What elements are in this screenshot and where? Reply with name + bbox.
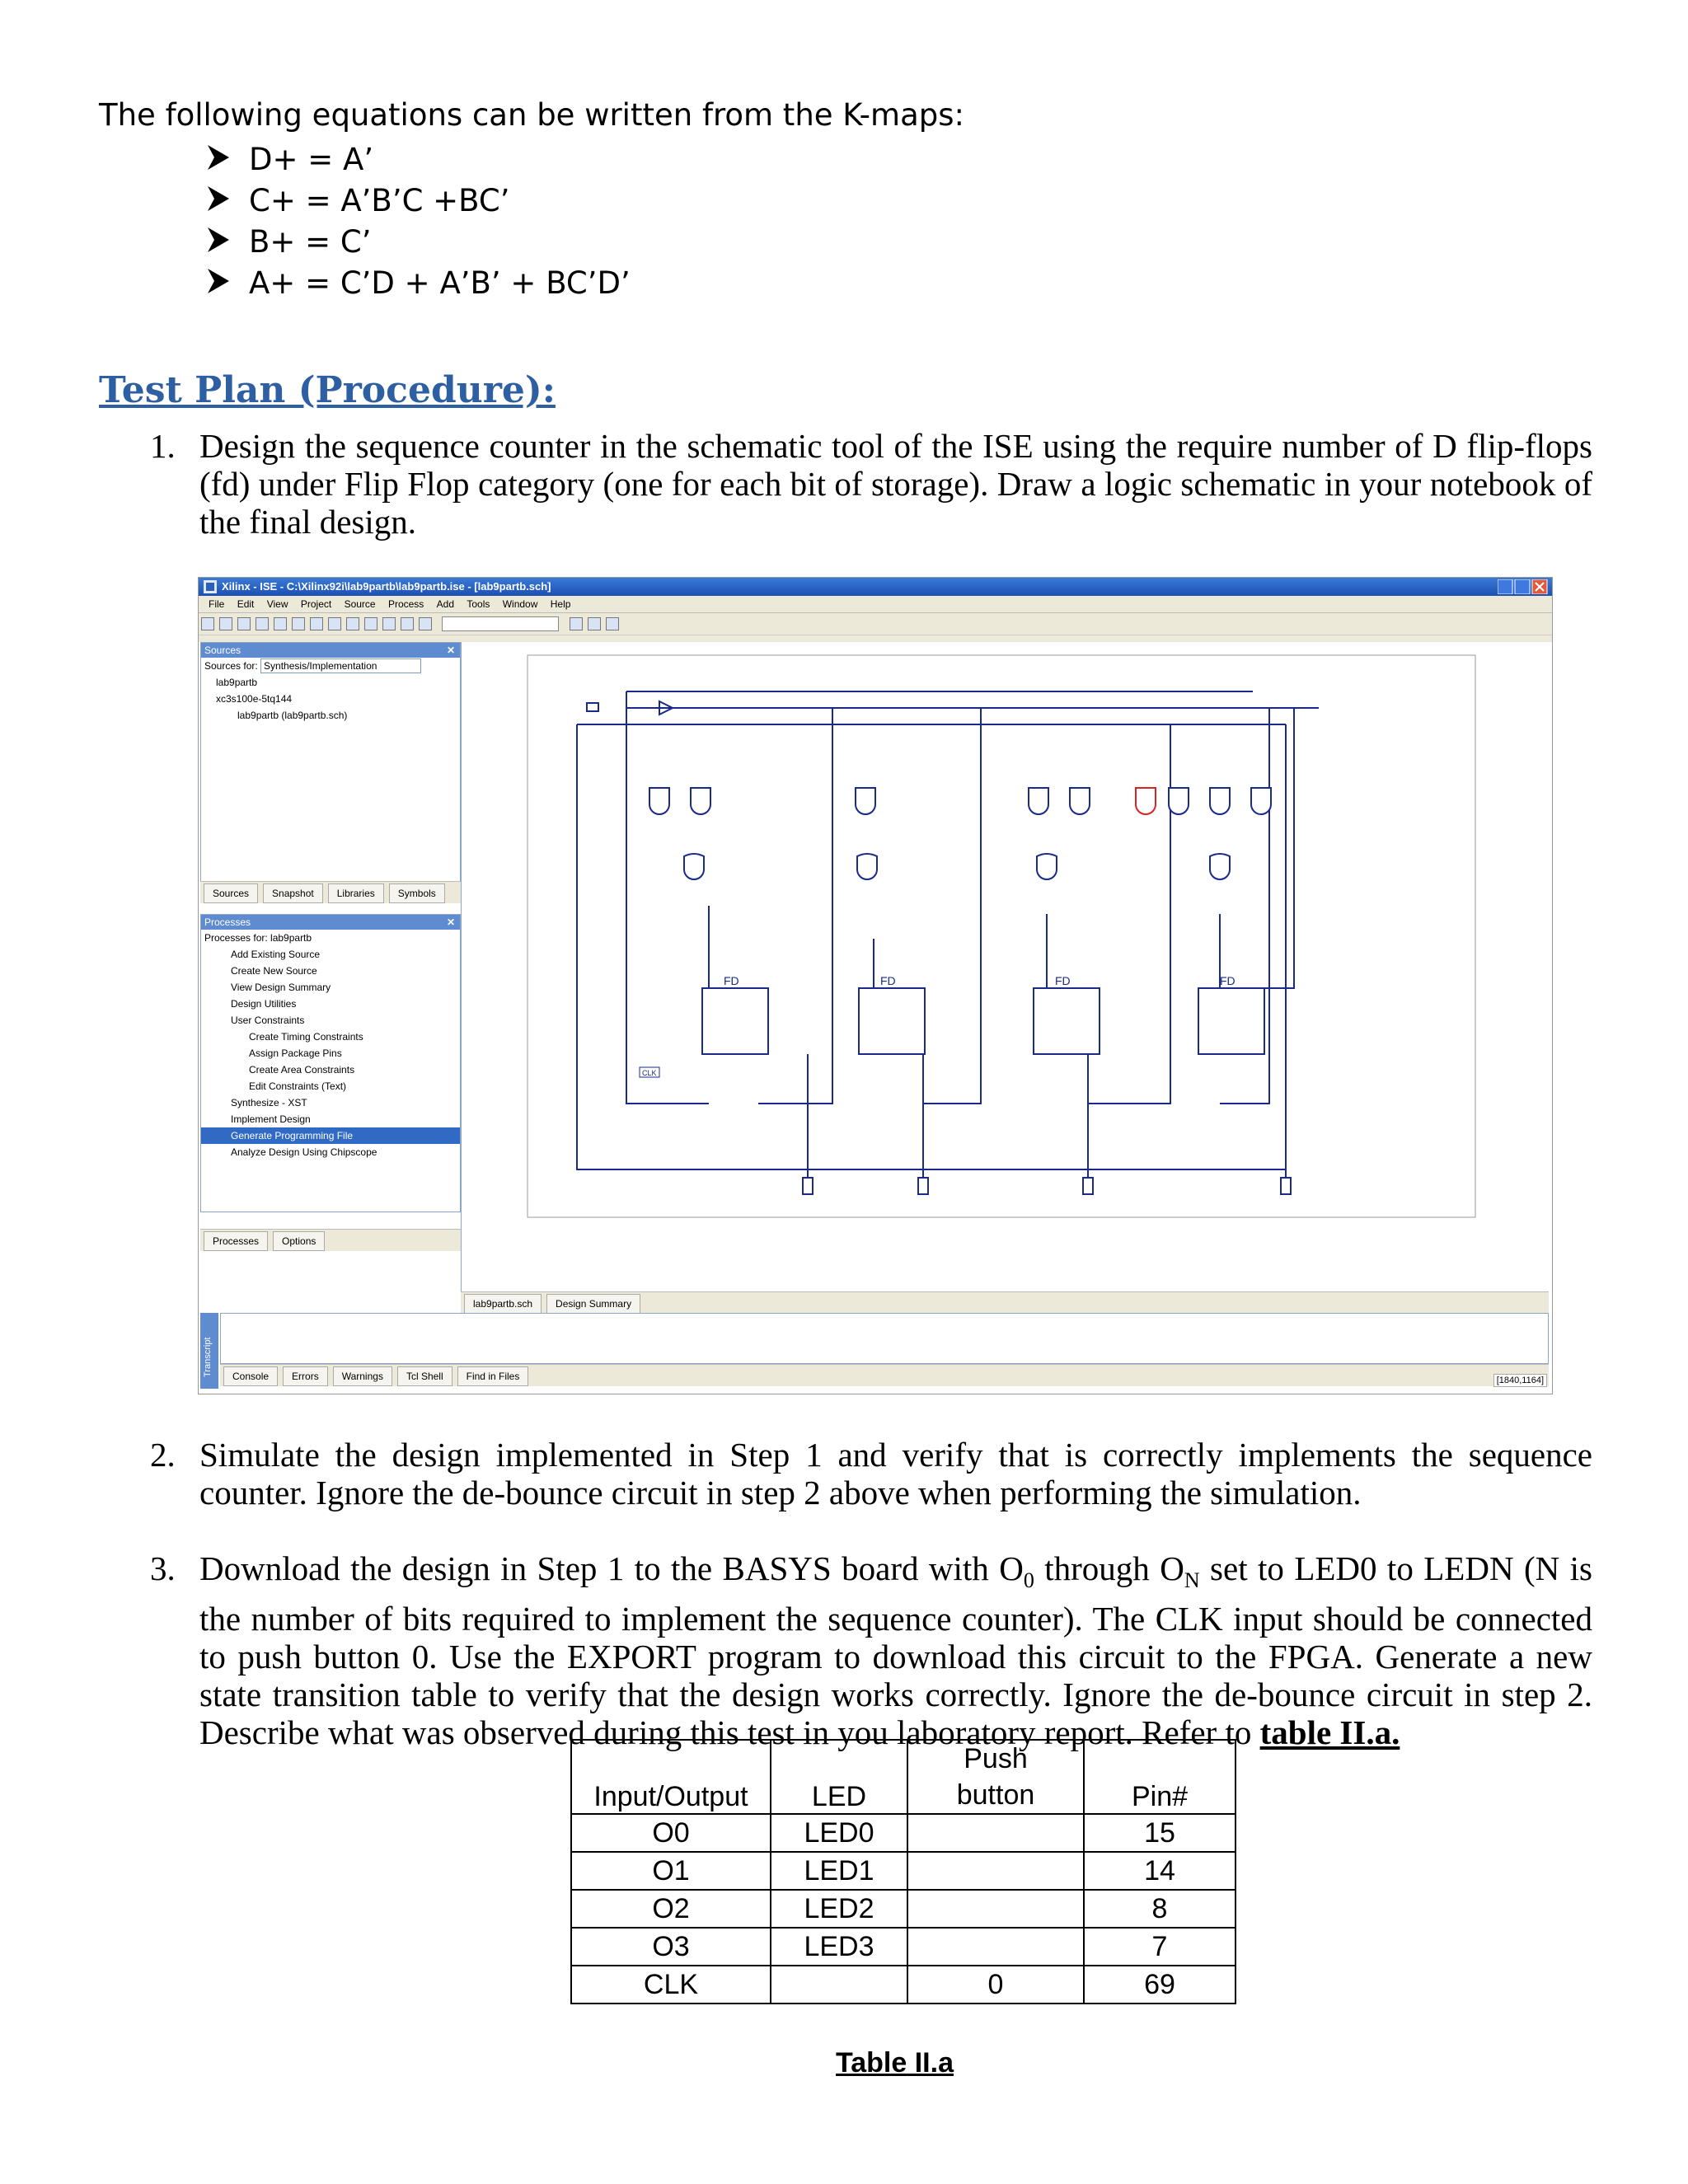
header-cell: Push button [907, 1740, 1084, 1814]
window-title: Xilinx - ISE - C:\Xilinx92i\lab9partb\lab9partb.ise - [lab9partb.sch] [222, 580, 551, 593]
minimize-icon [1498, 579, 1512, 594]
tab-tcl-shell[interactable]: Tcl Shell [397, 1366, 452, 1386]
paste-icon[interactable] [310, 617, 323, 630]
zoom-out-icon[interactable] [401, 617, 414, 630]
tab-schematic[interactable]: lab9partb.sch [464, 1294, 542, 1314]
processes-for-label: Processes for: lab9partb [204, 932, 312, 944]
tree-item-device[interactable]: xc3s100e-5tq144 [216, 693, 293, 705]
menu-process[interactable]: Process [387, 598, 424, 610]
and-gate-symbol [1251, 788, 1271, 814]
tab-symbols[interactable]: Symbols [389, 883, 445, 903]
and-gate-symbol [1169, 788, 1189, 814]
or-gate-symbol [684, 854, 704, 879]
table-row: O2 LED2 8 [571, 1890, 1236, 1928]
input-port-symbol [587, 703, 598, 711]
process-item[interactable]: Edit Constraints (Text) [249, 1080, 347, 1092]
maximize-icon [1515, 579, 1530, 594]
tab-sources[interactable]: Sources [204, 883, 258, 903]
undo-icon[interactable] [346, 617, 359, 630]
output-port-symbol [803, 1178, 813, 1194]
delete-icon[interactable] [328, 617, 341, 630]
processes-panel-title: Processes [204, 916, 251, 928]
help-icon[interactable] [570, 617, 583, 630]
sources-for-label: Sources for: [204, 660, 258, 672]
window-controls[interactable] [1498, 579, 1549, 594]
schematic-drawing [462, 642, 1545, 1291]
output-port-symbol [918, 1178, 928, 1194]
process-item[interactable]: Analyze Design Using Chipscope [231, 1146, 377, 1158]
menu-view[interactable]: View [266, 598, 288, 610]
close-icon[interactable]: ✕ [446, 916, 455, 928]
arrow-bullet-icon [208, 186, 229, 211]
process-item[interactable]: Create New Source [231, 965, 317, 977]
and-gate-symbol [1210, 788, 1230, 814]
document-tabs [461, 1291, 1549, 1314]
fd-label: FD [1220, 974, 1236, 987]
and-gate-symbol [1070, 788, 1090, 814]
fd-label: FD [724, 974, 739, 987]
redo-icon[interactable] [364, 617, 377, 630]
menu-help[interactable]: Help [550, 598, 571, 610]
new-icon[interactable] [201, 617, 214, 630]
pin-assignment-table [570, 1739, 1236, 2004]
output-port-symbol [1281, 1178, 1291, 1194]
arrow-bullet-icon [208, 269, 229, 293]
fd-flipflop-3 [1034, 988, 1100, 1054]
transcript-sidebar [200, 1313, 218, 1389]
sources-for-select[interactable]: Synthesis/Implementation [260, 658, 421, 673]
process-item[interactable]: View Design Summary [231, 982, 331, 993]
step-3: 3. Download the design in Step 1 to the BASYS board with $O_0$ through $O_N$ set to LED0 to LEDN (N is the number of bits required to implement the sequence counter). The CLK input should be connected to push button 0. Use the EXPORT program to download this circuit to the FPGA. Generate a new state transition table to verify that the design works correctly. Ignore the de-bounce circuit in step 2. Describe what was observed during this test in you laboratory report. Refer to table II.a. [150, 1549, 1592, 1752]
equation-a: A+ = C’D + A’B’ + BC’D’ [249, 265, 631, 301]
tree-item-schematic[interactable]: lab9partb (lab9partb.sch) [237, 710, 348, 721]
menu-project[interactable]: Project [300, 598, 332, 610]
table-reference: table II.a. [1259, 1713, 1400, 1752]
processes-panel [200, 914, 461, 1212]
and-gate-symbol [691, 788, 710, 814]
print-icon[interactable] [256, 617, 269, 630]
and-gate-symbol [649, 788, 669, 814]
tab-options[interactable]: Options [273, 1231, 325, 1251]
and-gate-selected-symbol [1136, 788, 1156, 814]
cut-icon[interactable] [274, 617, 287, 630]
sources-panel-title: Sources [204, 644, 241, 656]
arrow-bullet-icon [208, 145, 229, 170]
header-cell: Input/Output [571, 1740, 771, 1814]
table-row: O3 LED3 7 [571, 1928, 1236, 1966]
step-2 [150, 1436, 1592, 1511]
menu-tools[interactable]: Tools [467, 598, 490, 610]
toolbar-search-field[interactable] [442, 616, 559, 631]
step-number: 2. [150, 1436, 176, 1474]
table-row: CLK 0 69 [571, 1966, 1236, 2004]
sources-tabs [200, 881, 461, 903]
process-item-selected[interactable]: Generate Programming File [201, 1127, 460, 1144]
tab-snapshot[interactable]: Snapshot [263, 883, 323, 903]
transcript-label: Transcript [203, 1337, 213, 1377]
console-tabs [220, 1364, 1549, 1386]
process-item[interactable]: Add Existing Source [231, 949, 321, 960]
open-icon[interactable] [219, 617, 232, 630]
process-item[interactable]: Implement Design [231, 1113, 311, 1125]
fd-flipflop-2 [859, 988, 925, 1054]
menu-add[interactable]: Add [436, 598, 454, 610]
clk-label: CLK [642, 1069, 657, 1077]
table-row: O0 LED0 15 [571, 1814, 1236, 1852]
equation-c: C+ = A’B’C +BC’ [249, 183, 510, 218]
save-icon[interactable] [237, 617, 251, 630]
process-item[interactable]: Design Utilities [231, 998, 297, 1010]
process-item[interactable]: Assign Package Pins [249, 1047, 342, 1059]
status-coords: [1840,1164] [1493, 1374, 1547, 1387]
equation-d: D+ = A’ [249, 142, 373, 177]
output-port-symbol [1083, 1178, 1093, 1194]
xilinx-app-icon [204, 580, 217, 593]
menu-source[interactable]: Source [344, 598, 376, 610]
and-gate-symbol [1029, 788, 1048, 814]
fd-label: FD [1055, 974, 1071, 987]
menu-bar [199, 596, 1552, 613]
tab-console[interactable]: Console [223, 1366, 278, 1386]
step-number: 1. [150, 427, 176, 465]
or-gate-symbol [1037, 854, 1057, 879]
toolbar-main [199, 613, 1552, 635]
transcript-panel[interactable] [220, 1313, 1549, 1364]
ise-screenshot [198, 577, 1553, 1394]
table-header-row [571, 1740, 1236, 1814]
menu-window[interactable]: Window [502, 598, 538, 610]
step-number: 3. [150, 1549, 176, 1587]
header-cell: Pin# [1084, 1740, 1236, 1814]
fd-label: FD [880, 974, 896, 987]
process-item[interactable]: Create Timing Constraints [249, 1031, 363, 1043]
fd-flipflop-4 [1198, 988, 1264, 1054]
window-titlebar [199, 578, 1552, 596]
intro-text: The following equations can be written from the K-maps: [99, 97, 964, 133]
table-row: O1 LED1 14 [571, 1852, 1236, 1890]
process-item[interactable]: Synthesize - XST [231, 1097, 307, 1108]
process-item[interactable]: Create Area Constraints [249, 1064, 355, 1076]
menu-edit[interactable]: Edit [237, 598, 255, 610]
find-icon[interactable] [419, 617, 432, 630]
header-cell: LED [771, 1740, 907, 1814]
tab-warnings[interactable]: Warnings [333, 1366, 392, 1386]
schematic-canvas[interactable] [461, 642, 1545, 1291]
and-gate-symbol [856, 788, 875, 814]
tab-errors[interactable]: Errors [283, 1366, 328, 1386]
or-gate-symbol [1210, 854, 1230, 879]
processes-tabs [200, 1229, 461, 1251]
tab-processes[interactable]: Processes [204, 1231, 268, 1251]
arrow-bullet-icon [208, 227, 229, 252]
step-text: Design the sequence counter in the schematic tool of the ISE using the require number of D flip-flops (fd) under Flip Flop category (one for each bit of storage). Draw a logic schematic in your notebook of the final design. [199, 427, 1592, 541]
zoom-in-icon[interactable] [382, 617, 396, 630]
fd-flipflop-1 [702, 988, 768, 1054]
process-item[interactable]: User Constraints [231, 1015, 305, 1026]
check-icon[interactable] [588, 617, 601, 630]
tab-find-in-files[interactable]: Find in Files [457, 1366, 529, 1386]
symbol-icon[interactable] [606, 617, 619, 630]
table-caption: Table II.a [836, 2047, 954, 2079]
sources-panel [200, 642, 461, 883]
section-heading: Test Plan (Procedure): [99, 369, 556, 411]
step-1 [150, 427, 1592, 541]
close-icon[interactable]: ✕ [446, 644, 455, 656]
tab-design-summary[interactable]: Design Summary [546, 1294, 640, 1314]
step-text: Simulate the design implemented in Step 1 and verify that is correctly implements the sequence counter. Ignore the de-bounce circuit in step 2 above when performing the simulation. [199, 1436, 1592, 1511]
menu-file[interactable]: File [209, 598, 225, 610]
tab-libraries[interactable]: Libraries [328, 883, 384, 903]
tree-item-project[interactable]: lab9partb [216, 677, 258, 688]
copy-icon[interactable] [292, 617, 305, 630]
equation-b: B+ = C’ [249, 224, 372, 260]
or-gate-symbol [857, 854, 877, 879]
